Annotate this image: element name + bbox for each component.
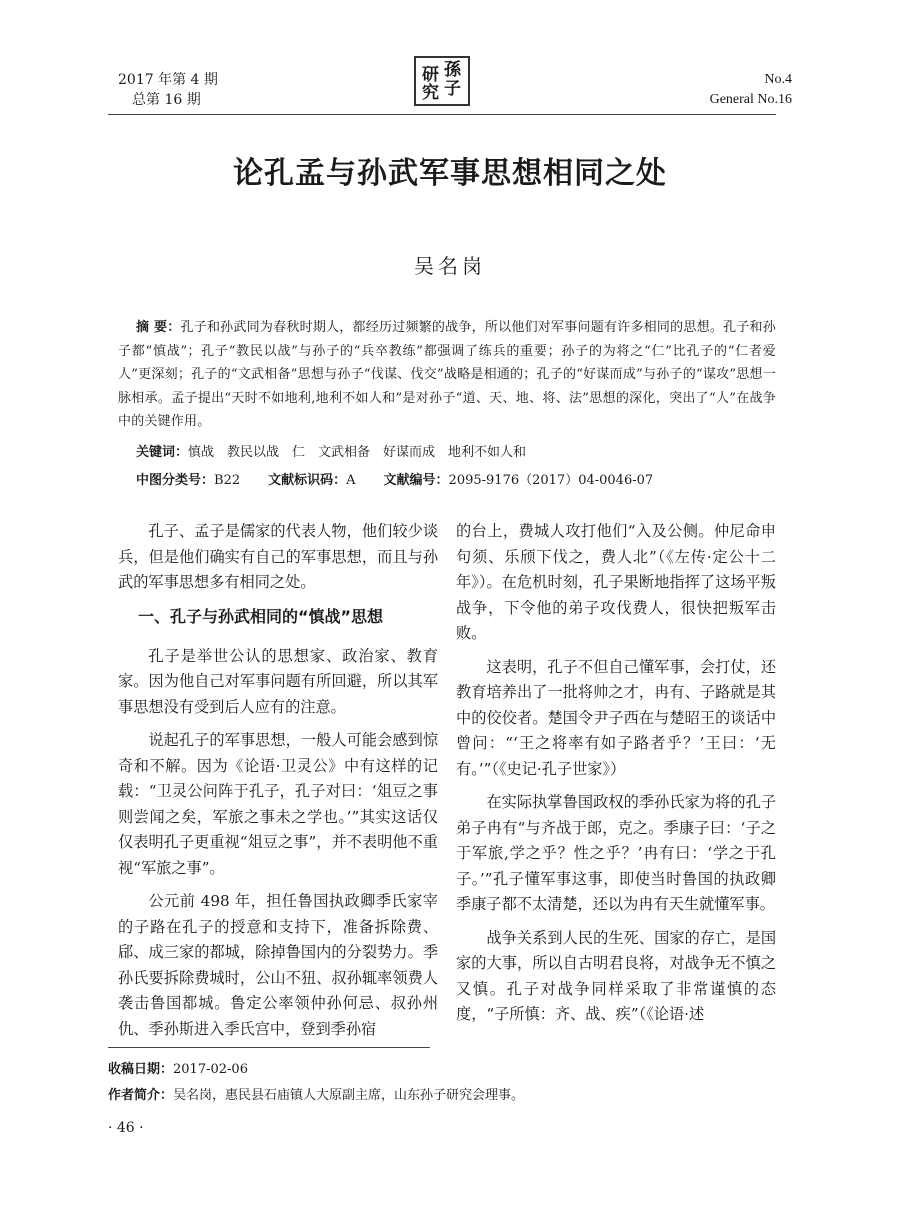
bio-label: 作者简介： <box>108 1088 174 1103</box>
journal-logo <box>414 56 470 106</box>
bio-text: 吴名岗，惠民县石庙镇人大原副主席，山东孙子研究会理事。 <box>173 1088 525 1103</box>
issue-info-en <box>710 70 792 110</box>
doc-code-value: A <box>346 473 356 488</box>
total-issue-cn: 总第 16 期 <box>132 92 201 108</box>
classification-line <box>136 471 776 491</box>
clc-value: B22 <box>214 473 241 488</box>
received-value: 2017-02-06 <box>173 1062 248 1077</box>
logo-char: 研 <box>422 65 439 85</box>
received-date <box>108 1060 776 1080</box>
doc-code-label: 文献标识码： <box>268 473 347 488</box>
paragraph: 的台上，费城人攻打他们“入及公侧。仲尼命申句须、乐颀下伐之，费人北”（《左传·定公十二年》）。在危机时刻，孔子果断地指挥了这场平叛战争，下令他的弟子攻伐费人，很快把叛军击败。 <box>456 522 776 642</box>
paragraph: 在实际执掌鲁国政权的季孙氏家为将的孔子弟子冉有“与齐战于郎，克之。季康子曰：‘子之于军旅,学之乎？性之乎？’冉有曰：‘学之于孔子。’”孔子懂军事这事，即使当时鲁国的执政卿季康子都不太清楚，还以为冉有天生就懂军事。 <box>456 793 776 913</box>
logo-char: 究 <box>422 83 439 103</box>
issue-info <box>118 70 218 110</box>
general-number-en: General No.16 <box>709 92 792 107</box>
clc-label: 中图分类号： <box>136 473 215 488</box>
logo-char: 孫 <box>444 60 461 80</box>
body-column-right <box>456 519 776 1036</box>
paragraph: 公元前 498 年，担任鲁国执政卿季氏家宰的子路在孔子的授意和支持下，准备拆除费、郈、成三家的都城，除掉鲁国内的分裂势力。季孙氏要拆除费城时，公山不狃、叔孙辄率领费人袭击鲁国都城。鲁定公率领仲孙何忌、叔孙州仇、季孙斯进入季氏宫中，登到季孙宿 <box>118 892 438 1038</box>
article-number-label: 文献编号： <box>383 473 449 488</box>
abstract-text: 孔子和孙武同为春秋时期人，都经历过频繁的战争，所以他们对军事问题有许多相同的思想。孔子和孙子都“慎战”；孔子“教民以战”与孙子的“兵卒教练”都强调了练兵的重要；孙子的为将之“仁”比孔子的“仁者爱人”更深刻；孔子的“文武相备”思想与孙子“伐谋、伐交”战略是相通的；孔子的“好谋而成”与孙子的“谋攻”思想一脉相承。孟子提出“天时不如地利,地利不如人和”是对孙子“道、天、地、将、法”思想的深化，突出了“人”在战争中的关键作用。 <box>118 320 776 429</box>
logo-char: 子 <box>444 79 461 99</box>
issue-number-cn: 2017 年第 4 期 <box>118 72 218 88</box>
paragraph: 孔子是举世公认的思想家、政治家、教育家。因为他自己对军事问题有所回避，所以其军事思想没有受到后人应有的注意。 <box>118 646 438 716</box>
page-number: · 46 · <box>108 1120 144 1136</box>
article-number-value: 2095-9176（2017）04-0046-07 <box>448 473 654 488</box>
keywords-text: 慎战 教民以战 仁 文武相备 好谋而成 地利不如人和 <box>188 445 527 460</box>
issue-number-en: No.4 <box>764 72 792 87</box>
article-title: 论孔孟与孙武军事思想相同之处 <box>233 156 667 191</box>
received-label: 收稿日期： <box>108 1062 174 1077</box>
paragraph: 说起孔子的军事思想，一般人可能会感到惊奇和不解。因为《论语·卫灵公》中有这样的记载：“卫灵公问阵于孔子，孔子对曰：‘俎豆之事则尝闻之矣，军旅之事未之学也。’”其实这话仅仅表明孔子更重视“俎豆之事”，并不表明他不重视“军旅之事”。 <box>118 731 438 877</box>
paragraph: 孔子、孟子是儒家的代表人物，他们较少谈兵，但是他们确实有自己的军事思想，而且与孙武的军事思想多有相同之处。 <box>118 522 438 591</box>
keywords-label: 关键词： <box>136 445 189 460</box>
abstract <box>118 316 776 434</box>
footnote-divider <box>108 1047 430 1048</box>
section-heading: 一、孔子与孙武相同的“慎战”思想 <box>138 606 384 626</box>
header-divider <box>108 114 776 115</box>
body-column-left <box>118 519 438 1050</box>
paragraph: 这表明，孔子不但自己懂军事，会打仗，还教育培养出了一批将帅之才，冉有、子路就是其中的佼佼者。楚国令尹子西在与楚昭王的谈话中曾问：“‘王之将率有如子路者乎？’王曰：‘无有。’”（《史记·孔子世家》） <box>456 657 776 778</box>
author-bio <box>108 1086 776 1106</box>
paragraph: 战争关系到人民的生死、国家的存亡，是国家的大事，所以自古明君良将，对战争无不慎之又慎。孔子对战争同样采取了非常谨慎的态度，“子所慎：齐、战、疾”（《论语·述 <box>456 928 776 1023</box>
keywords <box>136 443 776 463</box>
abstract-label: 摘 要： <box>136 320 181 335</box>
article-author: 吴名岗 <box>414 254 486 278</box>
